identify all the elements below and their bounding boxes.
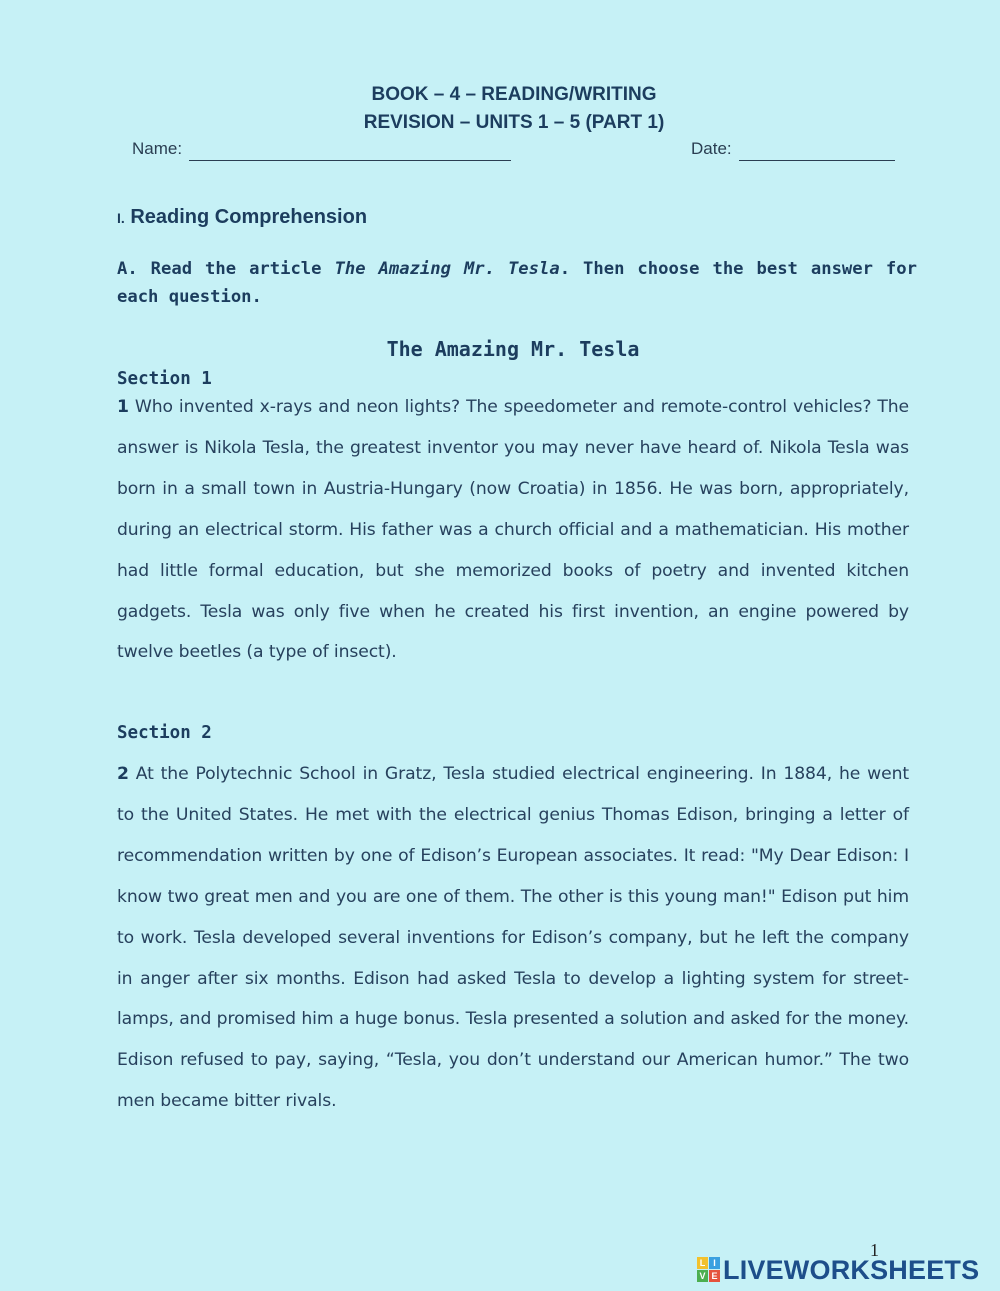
logo-letter-l: L xyxy=(699,1258,706,1268)
liveworksheets-logo-icon xyxy=(697,1257,721,1283)
paragraph-2-text: At the Polytechnic School in Gratz, Tesla studied electrical engineering. In 1884, he went to the United States. He met with the electrical genius Thomas Edison, bringing a letter of recommendation written by one of Edison’s European associates. It read: "My Dear Edison: I know two great men and you are one of them. The other is this young man!" Edison put him to work. Tesla developed several inventions for Edison’s company, but he left the company in anger after six months. Edison had asked Tesla to develop a lighting system for street-lamps, and promised him a huge bonus. Tesla presented a solution and asked for the money. Edison refused to pay, saying, “Tesla, you don’t understand our American humor.” The two men became bitter rivals. xyxy=(117,764,909,1112)
logo-letter-v: V xyxy=(699,1271,706,1281)
instruction-article-title: The Amazing Mr. Tesla xyxy=(334,259,560,279)
section-title: Reading Comprehension xyxy=(130,206,368,228)
book-subtitle: REVISION – UNITS 1 – 5 (PART 1) xyxy=(363,112,665,133)
book-title: BOOK – 4 – READING/WRITING xyxy=(371,84,657,105)
logo-letter-i: I xyxy=(713,1258,716,1268)
name-input-line[interactable] xyxy=(189,160,511,161)
section-1-paragraph xyxy=(117,387,909,673)
section-heading xyxy=(117,206,367,229)
liveworksheets-brand[interactable] xyxy=(697,1254,979,1286)
article-title: The Amazing Mr. Tesla xyxy=(386,337,640,361)
section-1-label: Section 1 xyxy=(117,369,212,389)
date-input-line[interactable] xyxy=(739,160,895,161)
name-label: Name: xyxy=(132,139,183,158)
instruction-prefix: A. Read the article xyxy=(117,259,335,279)
logo-letter-e: E xyxy=(711,1271,718,1281)
paragraph-1-text: Who invented x-rays and neon lights? The speedometer and remote-control vehicles? The answer is Nikola Tesla, the greatest inventor you may never have heard of. Nikola Tesla was born in a small town in Austria-Hungary (now Croatia) in 1856. He was born, appropriately, during an electrical storm. His father was a church official and a mathematician. His mother had little formal education, but she memorized books of poetry and invented kitchen gadgets. Tesla was only five when he created his first invention, an engine powered by twelve beetles (a type of insect). xyxy=(117,397,909,663)
paragraph-2-number: 2 xyxy=(117,764,129,784)
brand-name: LIVEWORKSHEETS xyxy=(723,1254,980,1285)
instruction xyxy=(117,255,917,311)
paragraph-1-number: 1 xyxy=(117,397,129,417)
page-number: 1 xyxy=(870,1240,879,1260)
section-number: I. xyxy=(117,210,125,226)
instruction-suffix: . Then choose the best answer for each question. xyxy=(117,259,917,307)
section-2-label: Section 2 xyxy=(117,723,212,743)
section-2-paragraph xyxy=(117,754,909,1122)
date-label: Date: xyxy=(691,139,732,158)
